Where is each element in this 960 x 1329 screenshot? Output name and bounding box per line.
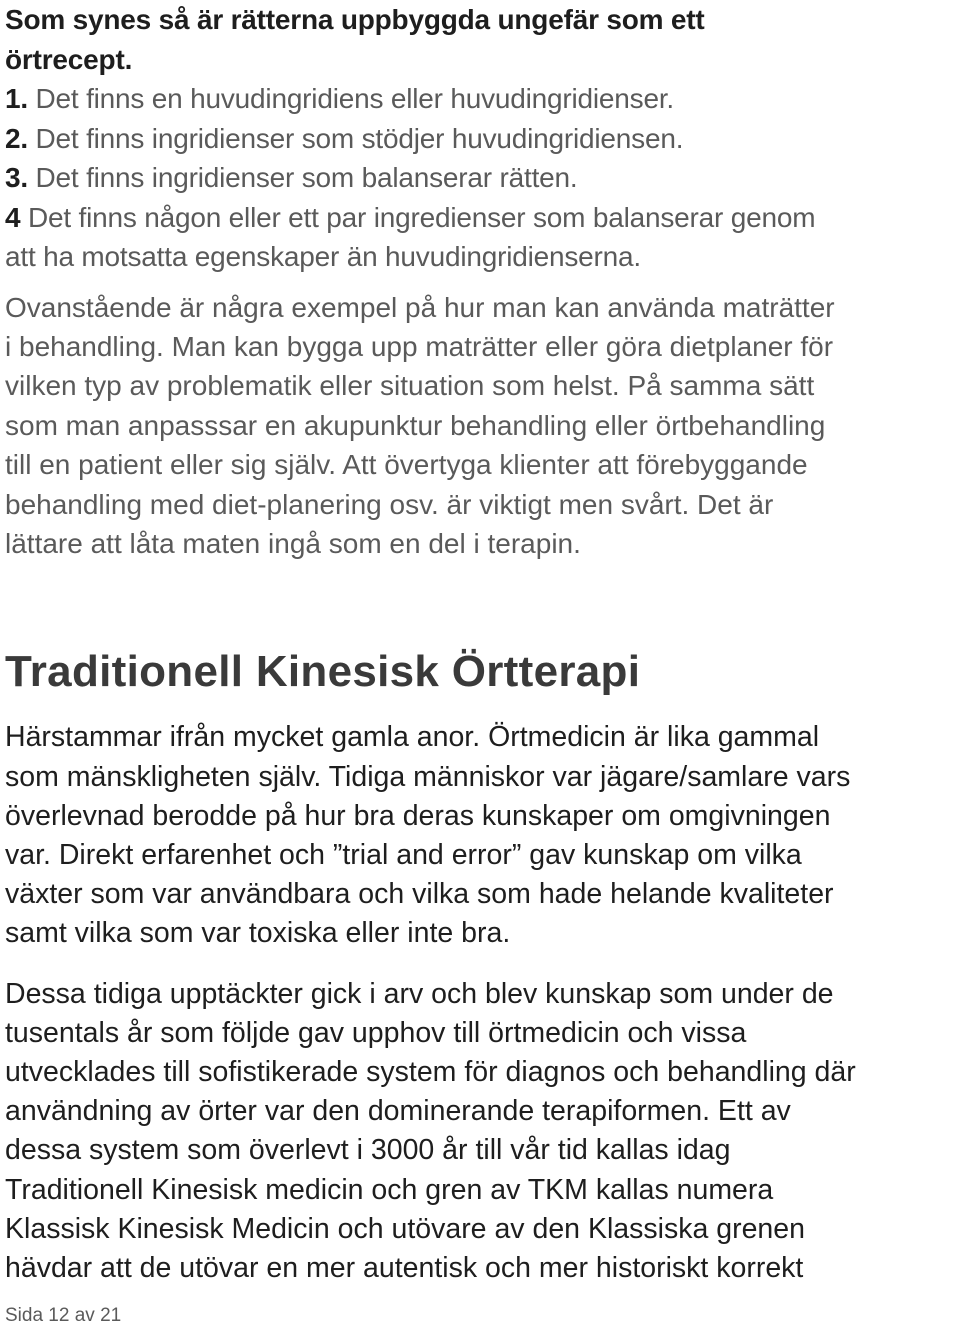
section-title: Traditionell Kinesisk Örtterapi [5,647,641,697]
paragraph-line: användning av örter var den dominerande terapiformen. Ett av [5,1095,791,1128]
paragraph-line: utvecklades till sofistikerade system för diagnos och behandling där [5,1055,856,1088]
paragraph-application [5,288,957,564]
list-item-number: 1. [5,83,28,114]
paragraph-line: Ovanstående är några exempel på hur man kan använda maträtter [5,291,835,323]
page-number: Sida 12 av 21 [5,1305,122,1326]
paragraph-line: hävdar att de utövar en mer autentisk och mer historiskt korrekt [5,1251,804,1284]
paragraph-line: vilken typ av problematik eller situation som helst. På samma sätt [5,370,815,402]
list-item-number: 4 [5,201,21,233]
list-item [5,198,957,238]
list-item-text: Det finns en huvudingridiens eller huvudingridienser. [27,83,675,114]
paragraph-line: var. Direkt erfarenhet och ”trial and error” gav kunskap om vilka [5,838,802,871]
list-item [5,158,957,198]
paragraph-line: som man anpasssar en akupunktur behandling eller örtbehandling [5,409,826,441]
intro-heading-line-1: Som synes så är rätterna uppbyggda ungefär som ett [5,4,705,35]
paragraph-line: Klassisk Kinesisk Medicin och utövare av den Klassiska grenen [5,1212,805,1245]
paragraph-line: tusentals år som följde gav upphov till örtmedicin och vissa [5,1016,747,1049]
paragraph-line: samt vilka som var toxiska eller inte bra. [5,917,511,950]
paragraph-line: dessa system som överlevt i 3000 år till vår tid kallas idag [5,1134,731,1167]
paragraph-line: Dessa tidiga upptäckter gick i arv och blev kunskap som under de [5,977,834,1010]
paragraph-line: i behandling. Man kan bygga upp maträtter eller göra dietplaner för [5,330,834,362]
paragraph-history [5,975,957,1289]
list-item-text: Det finns ingridienser som stödjer huvudingridiensen. [27,122,684,154]
paragraph-line: som mänskligheten själv. Tidiga människor var jägare/samlare vars [5,760,851,793]
paragraph-line: växter som var användbara och vilka som hade helande kvaliteter [5,878,834,911]
document-page [5,0,957,1288]
list-item-number: 3. [5,162,28,193]
paragraph-line: lättare att låta maten ingå som en del i terapin. [5,527,581,559]
paragraph-line: Traditionell Kinesisk medicin och gren av TKM kallas numera [5,1173,774,1206]
intro-section [5,0,957,277]
list-item-text: Det finns någon eller ett par ingredienser som balanserar genom [20,201,816,233]
paragraph-line: till en patient eller sig själv. Att övertyga klienter att förebyggande [5,449,808,481]
paragraph-line: överlevnad berodde på hur bra deras kunskaper om omgivningen [5,799,831,832]
list-item-number: 2. [5,122,28,154]
list-item-text: Det finns ingridienser som balanserar rätten. [27,162,578,193]
intro-heading-line-2: örtrecept. [5,43,133,75]
paragraph-line: Härstammar ifrån mycket gamla anor. Örtmedicin är lika gammal [5,721,820,754]
list-item-continuation: att ha motsatta egenskaper än huvudingridienserna. [5,241,641,272]
paragraph-origins [5,718,957,953]
list-item [5,79,957,119]
paragraph-line: behandling med diet-planering osv. är viktigt men svårt. Det är [5,488,774,520]
list-item [5,119,957,159]
